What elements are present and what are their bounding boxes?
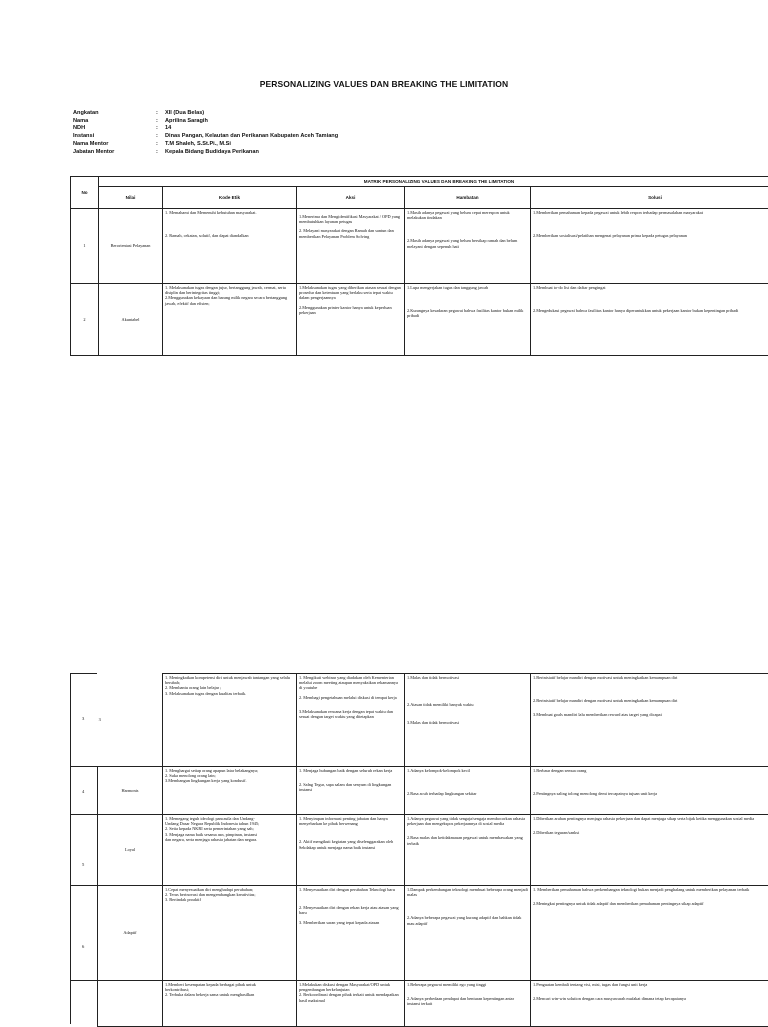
row-no: 2 <box>71 284 99 356</box>
row-hambatan: 1.Beberapa pegawai memiliki ego yang tinggi 2.Adanya perbedaan pendapat dan benturan kepentingan antar instansi terkait <box>405 981 531 1027</box>
row-aksi: 1.Melaksanakan tugas yang diberikan atasan sesuai dengan prosedur dan ketentuan yang berlaku serta tepat waktu dalam pengerjaannya 2.Menggunakan printer kantor hanya untuk keperluan pekerjaan <box>297 284 405 356</box>
no-column-frame <box>70 673 98 1024</box>
table-row <box>98 767 768 815</box>
header-hambatan: Hambatan <box>405 187 531 209</box>
row-kode-etik: 1. Meningkatkan kompetensi diri untuk menjawab tantangan yang selalu berubah; 2. Membantu orang lain belajar ; 3. Melaksanakan tugas dengan kualitas terbaik. <box>163 674 297 767</box>
row-kode-etik: 1. Memahami dan Memenuhi kebutuhan masyarakat. 2. Ramah, cekatan, solutif, dan dapat diandalkan <box>163 209 297 284</box>
table-row <box>98 886 768 981</box>
row-aksi: 1. Mengikuti webinar yang diadakan oleh Kementerian melalui zoom meeting ataupun menyaksikan rekamannya di youtube 2. Membagi pengetahuan melalui diskusi di tempat kerja 3.Melaksanakan rencana kerja dengan tepat waktu dan sesuai dengan target waktu yang ditetapkan <box>297 674 405 767</box>
row-solusi: 1.Penguatan kembali tentang visi, misi, tugas dan fungsi unit kerja 2.Mencari win-win solution dengan cara musyawarah mufakat dimana tetap kecapaianya <box>531 981 768 1027</box>
row-hambatan: 1.Dampak perkembangan teknologi membuat beberapa orang menjadi malas 2.Adanya beberapa pegawai yang kurang adaptif dan bahkan tidak mau adaptif <box>405 886 531 981</box>
matrix-table-page-1 <box>70 176 768 356</box>
table-top-border <box>70 673 97 674</box>
row-nilai: Harmonis <box>98 767 163 815</box>
row-no: 3 <box>68 674 133 767</box>
row-kode-etik: 1. Memegang teguh ideologi pancasila dan Undang- Undang Dasar Negara Republik Indonesia tahun 1945; 2. Setia kepada NKRI serta pemerintahan yang sah; 3. Menjaga nama baik sesama asn, pimpinan, instansi dan negara, serta menjaga rahasia jabatan dan negara. <box>163 815 297 886</box>
row-hambatan: 1.Masih adanya pegawai yang belum cepat merespon untuk melakukan tindakan 2.Masih adanya pegawai yang belum bersikap ramah dan belum melayani dengan sepenuh hati <box>405 209 531 284</box>
header-nilai: Nilai <box>99 187 163 209</box>
table-row <box>71 209 768 284</box>
table-row <box>98 981 768 1027</box>
row-aksi: 1.Menerima dan Mengidentifikasi Masyarakat / OPD yang membutuhkan layanan petugas 2. Melayani masyarakat dengan Ramah dan santun dan memberikan Pelayanan Problem Solving <box>297 209 405 284</box>
row-solusi: 1.Memberikan pemahaman kepada pegawai untuk lebih respon terhadap permasalahan masyarakat 2.Memberikan sosialisasi/pelatihan mengenai pelayanan prima kepada petugas pelayanan <box>531 209 768 284</box>
info-row-mentor: Nama Mentor : T.M Shaleh, S.St.Pi., M.Si <box>73 141 338 149</box>
row-divider <box>70 980 97 981</box>
row-hambatan: 1.Adanya kelompok-kelompok kecil 2.Rasa acuh terhadap lingkungan sekitar <box>405 767 531 815</box>
row-solusi: 1.Berinisiatif belajar mandiri dengan motivasi untuk meningkatkan kemampuan diri 2.Berinisiatif belajar mandiri dengan motivasi untuk meningkatkan kemampuan diri 3.Membuat goals mandiri lalu memberikan reward atas target yang dicapai <box>531 674 768 767</box>
row-aksi: 1. Menyimpan informasi penting jabatan dan hanya menyebarkan ke pihak berwenang 2. Aktif mengikuti kegiatan yang diselenggarakan oleh Sekdakap untuk menjaga nama baik instansi <box>297 815 405 886</box>
header-no: No <box>71 177 99 209</box>
row-divider <box>70 885 97 886</box>
row-nilai: Akuntabel <box>99 284 163 356</box>
row-hambatan: 1.Adanya pegawai yang tidak sengaja/sengaja membocorkan rahasia pekerjaan dan mengekspos pekerjaannya di sosial media 2.Rasa malas dan ketidakmauan pegawai untuk membawakan yang terbaik <box>405 815 531 886</box>
row-kode-etik: 1. Menghargai setiap orang apapun latar belakangnya; 2. Suka menolong orang lain; 3.Membangun lingkungan kerja yang kondusif. <box>163 767 297 815</box>
table-row <box>98 815 768 886</box>
row-divider <box>70 766 97 767</box>
document-title: PERSONALIZING VALUES DAN BREAKING THE LIMITATION <box>0 79 768 89</box>
row-aksi: 1. Menjaga hubungan baik dengan seluruh rekan kerja 2. Salng Tegur, sapa salam dan senyum di lingkungan instansi <box>297 767 405 815</box>
row-nilai: Berorientasi Pelayanan <box>99 209 163 284</box>
row-kode-etik: 1.Memberi kesempatan kepada berbagai pihak untuk berkontribusi; 2. Terbuka dalam bekerja sama untuk menghasilkan <box>163 981 297 1027</box>
row-nilai: Adaptif <box>98 886 163 981</box>
row-number-5: 5 <box>82 862 84 867</box>
matrix-table-page-2 <box>97 673 768 1027</box>
header-aksi: Aksi <box>297 187 405 209</box>
header-kode-etik: Kode Etik <box>163 187 297 209</box>
info-row-jabatan-mentor: Jabatan Mentor : Kepala Bidang Budidaya Perikanan <box>73 149 338 157</box>
info-row-nama: Nama : Aprilina Saragih <box>73 118 338 126</box>
table-row <box>98 674 768 767</box>
table-row <box>71 284 768 356</box>
row-kode-etik: 1. Melaksanakan tugas dengan jujur, bertanggung jawab, cermat, serta disiplin dan berintegritas tinggi; 2.Menggunakan kekayaan dan barang milik negara secara bertanggung jawab, efektif dan efisien; <box>163 284 297 356</box>
row-nilai <box>98 981 163 1027</box>
row-kode-etik: 1.Cepat menyesuaikan diri menghadapi perubahan; 2. Terus berinovasi dan mengembangkan kreativitas; 3. Bertindak proaktif <box>163 886 297 981</box>
identity-info <box>73 110 338 156</box>
row-no: 1 <box>71 209 99 284</box>
row-hambatan: 1.Lupa mengerjakan tugas dan tanggung jawab 2.Kurangnya kesadaran pegawai bahwa fasilitas kantor bukan milik pribadi <box>405 284 531 356</box>
row-number-3: 3 <box>82 716 84 721</box>
row-solusi: 1.Berbaur dengan semua orang 2.Pentingnya saling tolong menolong demi tercapainya tujuan unit kerja <box>531 767 768 815</box>
row-solusi: 1.Membuat to-do list dan daftar pengingat 2.Mengedukasi pegawai bahwa fasilitas kantor hanya diperuntukkan untuk pekerjaan kantor bukan kepentingan pribadi <box>531 284 768 356</box>
row-solusi: 1.Diberikan arahan pentingnya menjaga rahasia pekerjaan dan dapat menjaga sikap serta bijak ketika menggunakan sosial media 2.Diberikan teguran/sanksi <box>531 815 768 886</box>
info-row-instansi: Instansi : Dinas Pangan, Kelautan dan Perikanan Kabupaten Aceh Tamiang <box>73 133 338 141</box>
row-number-6: 6 <box>82 944 84 949</box>
info-row-angkatan: Angkatan : XII (Dua Belas) <box>73 110 338 118</box>
header-solusi: Solusi <box>531 187 768 209</box>
row-aksi: 1.Melakukan diskusi dengan Masyarakat/OPD untuk pengembangan berkelanjutan 2. Berkoordinasi dengan pihak terkait untuk mendapatkan hasil maksimal <box>297 981 405 1027</box>
row-hambatan: 1.Malas dan tidak bermotivasi 2.Atasan tidak memiliki banyak waktu 3.Malas dan tidak bermotivasi <box>405 674 531 767</box>
row-number-4: 4 <box>82 789 84 794</box>
row-divider <box>70 814 97 815</box>
info-row-ndh: NDH : 14 <box>73 125 338 133</box>
row-solusi: 1. Memberikan pemahaman bahwa perkembangan teknologi bukan menjadi penghalang untuk memberikan pelayanan terbaik 2.Meningkat pentingnya untuk tidak adaptif dan memberikan pemahaman pentingnya sikap adaptif <box>531 886 768 981</box>
row-nilai: Loyal <box>98 815 163 886</box>
row-aksi: 1. Menyesuaikan diri dengan perubahan Teknologi baru 2. Menyesuaikan diri dengan rekan kerja atau atasan yang baru 3. Memberikan saran yang tepat kepada atasan <box>297 886 405 981</box>
matrix-title: MATRIK PERSONALIZING VALUES DAN BREAKING THE LIMITATION <box>99 177 768 187</box>
